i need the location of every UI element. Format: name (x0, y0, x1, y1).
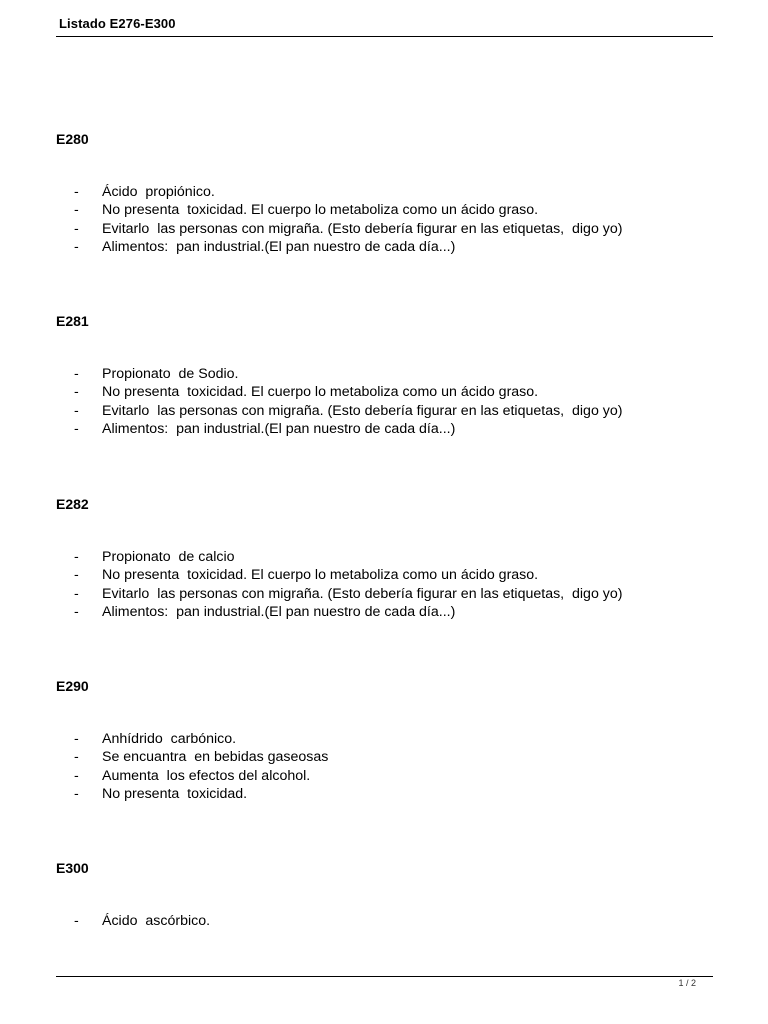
bullet-dash: - (74, 785, 79, 802)
item-text: Ácido ascórbico. (102, 913, 211, 929)
section-code: E280 (56, 131, 89, 147)
item-text: No presenta toxicidad. El cuerpo lo metaboliza como un ácido graso. (102, 567, 539, 584)
bullet-dash: - (74, 220, 79, 237)
bullet-dash: - (74, 767, 79, 784)
page-number: 1 / 2 (678, 978, 696, 988)
section-code: E290 (56, 678, 89, 694)
item-text: No presenta toxicidad. El cuerpo lo metaboliza como un ácido graso. (102, 202, 539, 219)
bullet-dash: - (74, 731, 79, 747)
item-text: Alimentos: pan industrial.(El pan nuestro de cada día...) (102, 238, 456, 255)
bullet-dash: - (74, 184, 79, 200)
item-text: Alimentos: pan industrial.(El pan nuestro de cada día...) (102, 420, 456, 437)
bullet-dash: - (74, 402, 79, 419)
item-text: Alimentos: pan industrial.(El pan nuestro de cada día...) (102, 603, 456, 620)
bullet-dash: - (74, 603, 79, 620)
item-text: No presenta toxicidad. El cuerpo lo metaboliza como un ácido graso. (102, 384, 539, 401)
item-text: Propionato de Sodio. (102, 366, 239, 382)
bullet-dash: - (74, 913, 79, 929)
section-code: E300 (56, 860, 89, 876)
bullet-dash: - (74, 420, 79, 437)
bullet-dash: - (74, 384, 79, 401)
item-text: Se encuantra en bebidas gaseosas (102, 749, 329, 766)
document-title: Listado E276-E300 (59, 16, 176, 31)
bullet-dash: - (74, 749, 79, 766)
bullet-dash: - (74, 238, 79, 255)
footer-divider (56, 976, 713, 977)
item-text: Evitarlo las personas con migraña. (Esto debería figurar en las etiquetas, digo yo) (102, 220, 623, 237)
bullet-dash: - (74, 585, 79, 602)
bullet-dash: - (74, 202, 79, 219)
bullet-dash: - (74, 366, 79, 382)
item-text: Anhídrido carbónico. (102, 731, 237, 747)
item-text: Evitarlo las personas con migraña. (Esto debería figurar en las etiquetas, digo yo) (102, 402, 623, 419)
section-code: E282 (56, 496, 89, 512)
item-text: Aumenta los efectos del alcohol. (102, 767, 311, 784)
page-header (56, 14, 713, 37)
item-text: No presenta toxicidad. (102, 785, 248, 802)
item-text: Evitarlo las personas con migraña. (Esto debería figurar en las etiquetas, digo yo) (102, 585, 623, 602)
section-code: E281 (56, 313, 89, 329)
item-text: Ácido propiónico. (102, 184, 215, 200)
item-text: Propionato de calcio (102, 549, 235, 565)
bullet-dash: - (74, 549, 79, 565)
bullet-dash: - (74, 567, 79, 584)
